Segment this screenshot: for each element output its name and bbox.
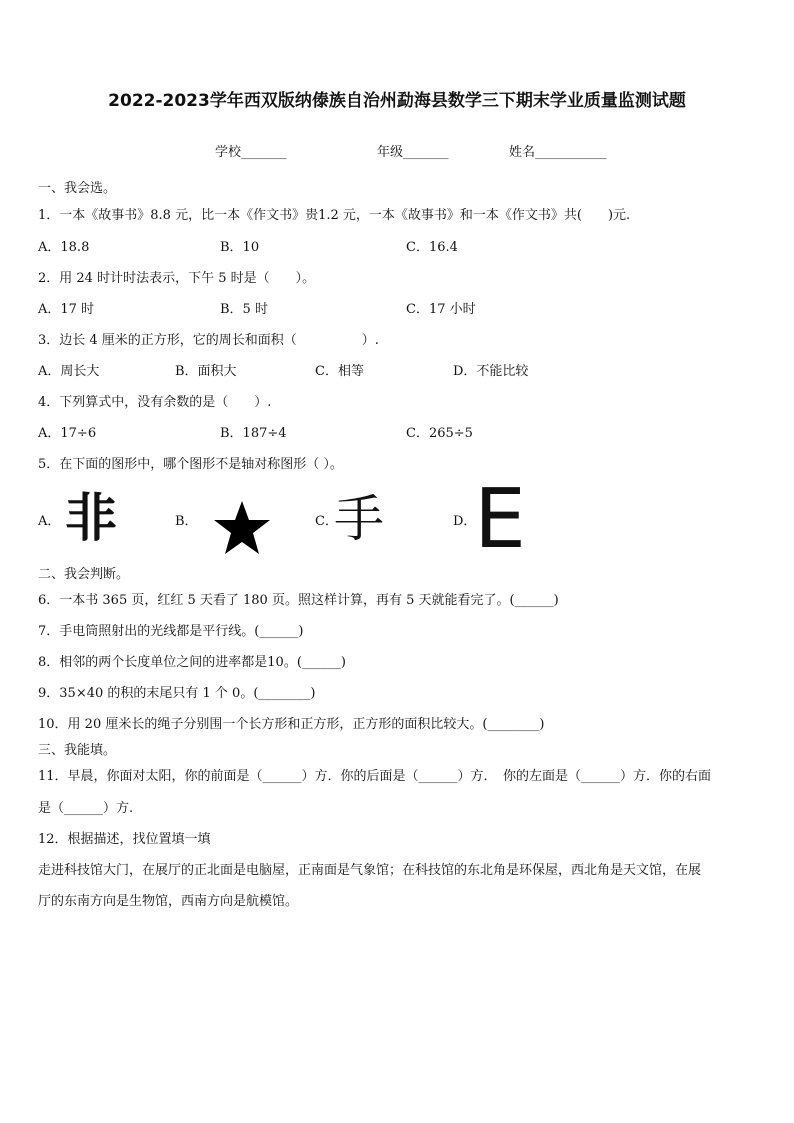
option-4a: A．17÷6 xyxy=(38,426,97,441)
question-6: 6．一本书 365 页，红红 5 天看了 180 页。照这样计算，再有 5 天就能看完了。(______) xyxy=(38,593,559,608)
question-5: 5．在下面的图形中，哪个图形不是轴对称图形（ ）。 xyxy=(38,457,343,472)
option-2a: A．17 时 xyxy=(38,302,95,317)
option-5d-glyph: E xyxy=(474,472,526,567)
question-12-text-line-1: 走进科技馆大门，在展厅的正北面是电脑屋，正南面是气象馆；在科技馆的东北角是环保屋，西北角是天文馆，在展 xyxy=(38,863,702,878)
option-1c: C．16.4 xyxy=(406,240,458,255)
question-7: 7．手电筒照射出的光线都是平行线。(______) xyxy=(38,624,304,639)
grade-field: 年级_______ xyxy=(377,145,449,160)
section-heading-choose: 一、我会选。 xyxy=(38,181,117,196)
question-12: 12．根据描述，找位置填一填 xyxy=(38,832,211,847)
question-1: 1．一本《故事书》8.8 元，比一本《作文书》贵1.2 元，一本《故事书》和一本《作文书》共( )元. xyxy=(38,208,631,223)
page-title: 2022-2023学年西双版纳傣族自治州勐海县数学三下期末学业质量监测试题 xyxy=(108,91,686,111)
option-1a: A．18.8 xyxy=(38,240,90,255)
school-field: 学校_______ xyxy=(215,145,287,160)
option-3c: C．相等 xyxy=(315,364,364,379)
option-3d: D．不能比较 xyxy=(453,364,529,379)
question-11-line-1: 11．早晨，你面对太阳，你的前面是（______）方．你的后面是（______）方． 你的左面是（______）方．你的右面 xyxy=(38,769,712,784)
option-5c-glyph: 手 xyxy=(334,490,384,548)
question-2: 2．用 24 时计时法表示，下午 5 时是（ ）。 xyxy=(38,271,316,286)
question-3: 3．边长 4 厘米的正方形，它的周长和面积（ ）. xyxy=(38,333,379,348)
option-5b-label: B． xyxy=(175,514,198,529)
question-8: 8．相邻的两个长度单位之间的进率都是10。(______) xyxy=(38,655,346,670)
option-4c: C．265÷5 xyxy=(406,426,473,441)
question-10: 10．用 20 厘米长的绳子分别围一个长方形和正方形，正方形的面积比较大。(________) xyxy=(38,717,545,732)
option-5a-label: A． xyxy=(38,514,61,529)
option-4b: B．187÷4 xyxy=(220,426,287,441)
section-heading-judge: 二、我会判断。 xyxy=(38,567,130,582)
option-2b: B．5 时 xyxy=(220,302,268,317)
option-5a-glyph: 非 xyxy=(64,489,117,549)
option-3b: B．面积大 xyxy=(175,364,237,379)
option-5c-label: C． xyxy=(315,514,338,529)
question-11-line-2: 是（______）方. xyxy=(38,801,134,816)
five-point-star-icon xyxy=(212,499,272,557)
name-field: 姓名___________ xyxy=(509,145,607,160)
option-5d-label: D． xyxy=(453,514,477,529)
option-1b: B．10 xyxy=(220,240,260,255)
option-3a: A．周长大 xyxy=(38,364,100,379)
section-heading-fill: 三、我能填。 xyxy=(38,743,117,758)
question-12-text-line-2: 厅的东南方向是生物馆，西南方向是航模馆。 xyxy=(38,894,299,909)
option-2c: C．17 小时 xyxy=(406,302,476,317)
question-4: 4．下列算式中，没有余数的是（ ）. xyxy=(38,395,272,410)
question-9: 9．35×40 的积的末尾只有 1 个 0。(________) xyxy=(38,686,316,701)
